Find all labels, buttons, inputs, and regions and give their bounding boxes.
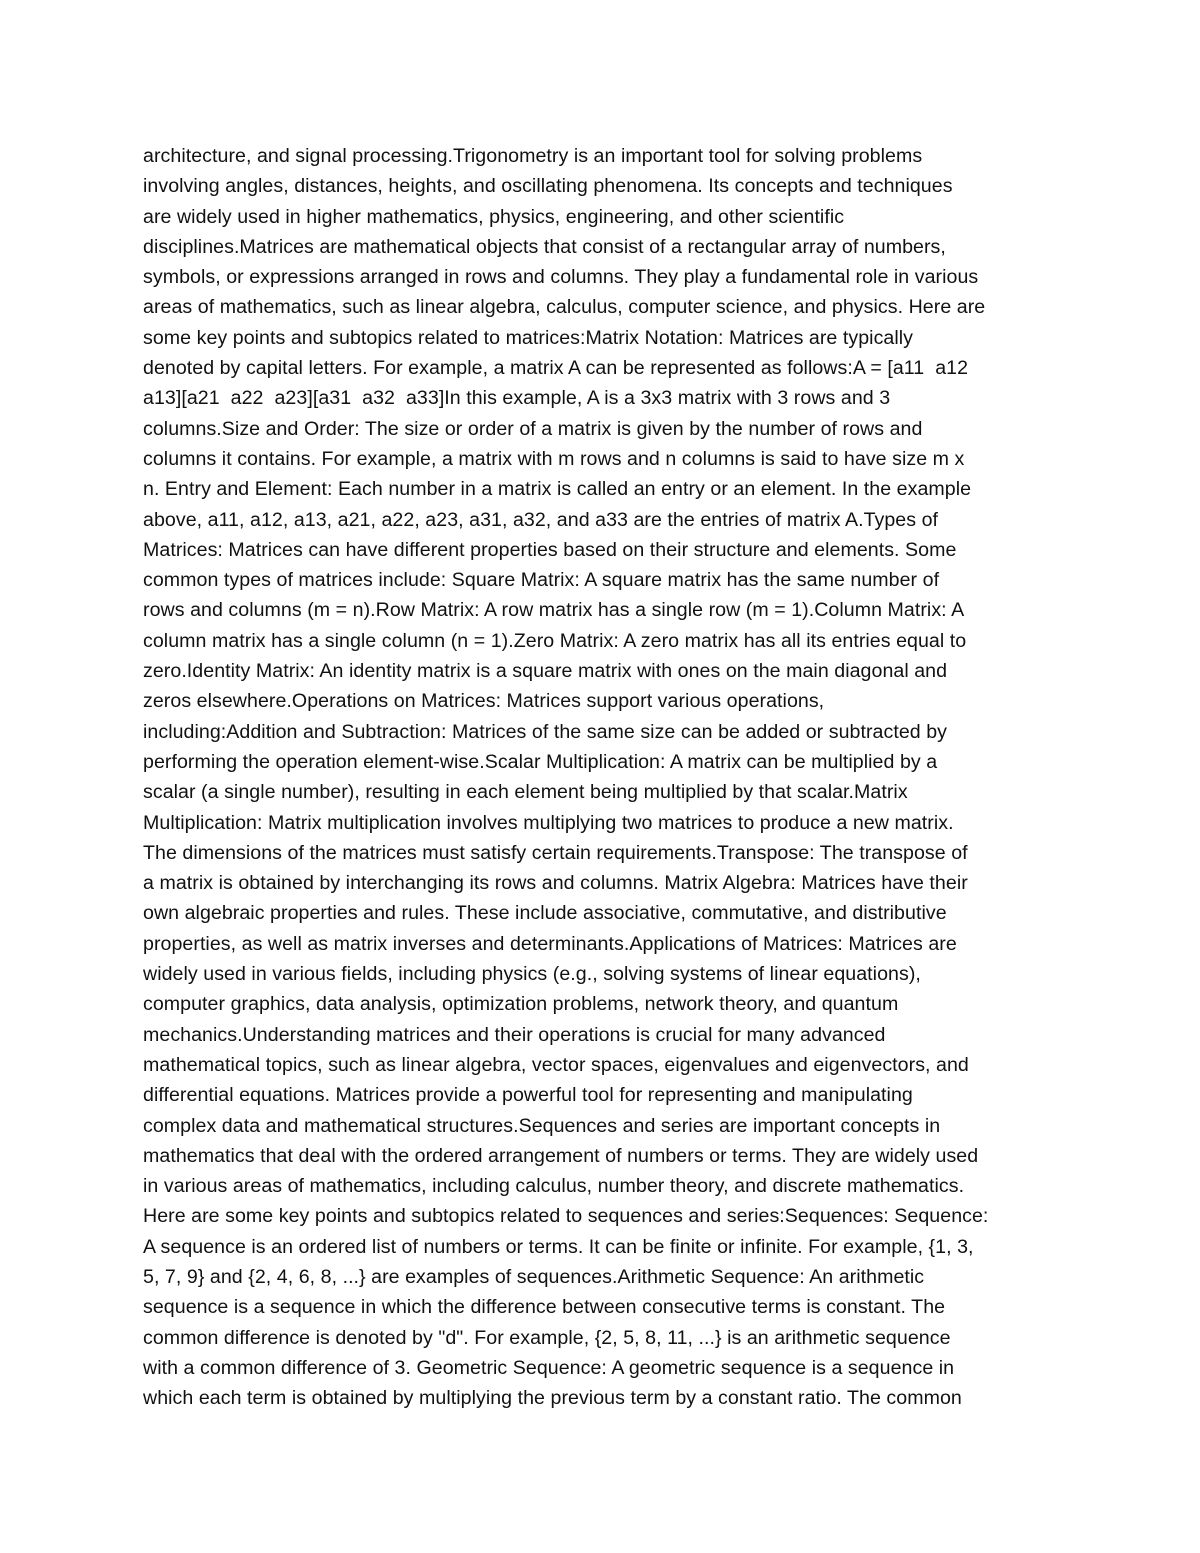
- text-line: zeros elsewhere.Operations on Matrices: Matrices support various operations,: [143, 690, 825, 713]
- body-text: [143, 141, 1103, 1413]
- text-line: differential equations. Matrices provide a powerful tool for representing and manipulating: [143, 1084, 913, 1107]
- text-line: involving angles, distances, heights, and oscillating phenomena. Its concepts and techniques: [143, 175, 953, 198]
- text-line: Multiplication: Matrix multiplication involves multiplying two matrices to produce a new matrix.: [143, 811, 954, 834]
- text-line: properties, as well as matrix inverses and determinants.Applications of Matrices: Matrices are: [143, 932, 957, 955]
- text-line: own algebraic properties and rules. These include associative, commutative, and distributive: [143, 902, 947, 925]
- text-line: mathematical topics, such as linear algebra, vector spaces, eigenvalues and eigenvectors, and: [143, 1053, 969, 1076]
- text-line: The dimensions of the matrices must satisfy certain requirements.Transpose: The transpose of: [143, 841, 968, 864]
- text-line: common difference is denoted by "d". For example, {2, 5, 8, 11, ...} is an arithmetic sequence: [143, 1326, 951, 1349]
- text-line: n. Entry and Element: Each number in a matrix is called an entry or an element. In the example: [143, 478, 972, 501]
- text-line: computer graphics, data analysis, optimization problems, network theory, and quantum: [143, 993, 899, 1016]
- text-line: disciplines.Matrices are mathematical objects that consist of a rectangular array of numbers,: [143, 235, 946, 258]
- text-line: scalar (a single number), resulting in each element being multiplied by that scalar.Matrix: [143, 781, 908, 804]
- text-line: mathematics that deal with the ordered arrangement of numbers or terms. They are widely used: [143, 1144, 979, 1167]
- text-line: Here are some key points and subtopics related to sequences and series:Sequences: Sequence:: [143, 1205, 989, 1228]
- text-line: column matrix has a single column (n = 1).Zero Matrix: A zero matrix has all its entries equal to: [143, 629, 967, 652]
- text-line: a matrix is obtained by interchanging its rows and columns. Matrix Algebra: Matrices have their: [143, 872, 968, 895]
- text-line: in various areas of mathematics, including calculus, number theory, and discrete mathematics.: [143, 1175, 965, 1198]
- text-line: Matrices: Matrices can have different properties based on their structure and elements. Some: [143, 538, 957, 561]
- text-line: above, a11, a12, a13, a21, a22, a23, a31, a32, and a33 are the entries of matrix A.Types of: [143, 508, 939, 531]
- text-line: a13][a21 a22 a23][a31 a32 a33]In this example, A is a 3x3 matrix with 3 rows and 3: [143, 387, 891, 410]
- text-line: widely used in various fields, including physics (e.g., solving systems of linear equations),: [143, 963, 921, 986]
- text-line: complex data and mathematical structures.Sequences and series are important concepts in: [143, 1114, 941, 1137]
- text-line: common types of matrices include: Square Matrix: A square matrix has the same number of: [143, 569, 940, 592]
- text-line: zero.Identity Matrix: An identity matrix is a square matrix with ones on the main diagonal and: [143, 660, 948, 683]
- text-line: architecture, and signal processing.Trigonometry is an important tool for solving problems: [143, 145, 923, 167]
- text-line: sequence is a sequence in which the difference between consecutive terms is constant. The: [143, 1296, 946, 1319]
- text-line: columns.Size and Order: The size or order of a matrix is given by the number of rows and: [143, 417, 923, 440]
- text-line: rows and columns (m = n).Row Matrix: A row matrix has a single row (m = 1).Column Matrix: A: [143, 599, 965, 622]
- text-line: some key points and subtopics related to matrices:Matrix Notation: Matrices are typically: [143, 326, 914, 349]
- text-line: which each term is obtained by multiplying the previous term by a constant ratio. The common: [143, 1387, 962, 1410]
- text-line: columns it contains. For example, a matrix with m rows and n columns is said to have size m x: [143, 447, 965, 470]
- text-line: areas of mathematics, such as linear algebra, calculus, computer science, and physics. Here are: [143, 296, 986, 319]
- text-line: A sequence is an ordered list of numbers or terms. It can be finite or infinite. For example, {1, 3,: [143, 1235, 974, 1258]
- text-line: with a common difference of 3. Geometric Sequence: A geometric sequence is a sequence in: [143, 1356, 955, 1379]
- text-line: 5, 7, 9} and {2, 4, 6, 8, ...} are examples of sequences.Arithmetic Sequence: An arithmetic: [143, 1265, 925, 1288]
- text-line: mechanics.Understanding matrices and their operations is crucial for many advanced: [143, 1023, 886, 1046]
- text-line: symbols, or expressions arranged in rows and columns. They play a fundamental role in various: [143, 266, 979, 289]
- text-line: are widely used in higher mathematics, physics, engineering, and other scientific: [143, 205, 845, 228]
- text-line: denoted by capital letters. For example, a matrix A can be represented as follows:A = [a11 a12: [143, 357, 969, 380]
- text-line: performing the operation element-wise.Scalar Multiplication: A matrix can be multiplied by a: [143, 750, 938, 773]
- text-line: including:Addition and Subtraction: Matrices of the same size can be added or subtracted by: [143, 720, 948, 743]
